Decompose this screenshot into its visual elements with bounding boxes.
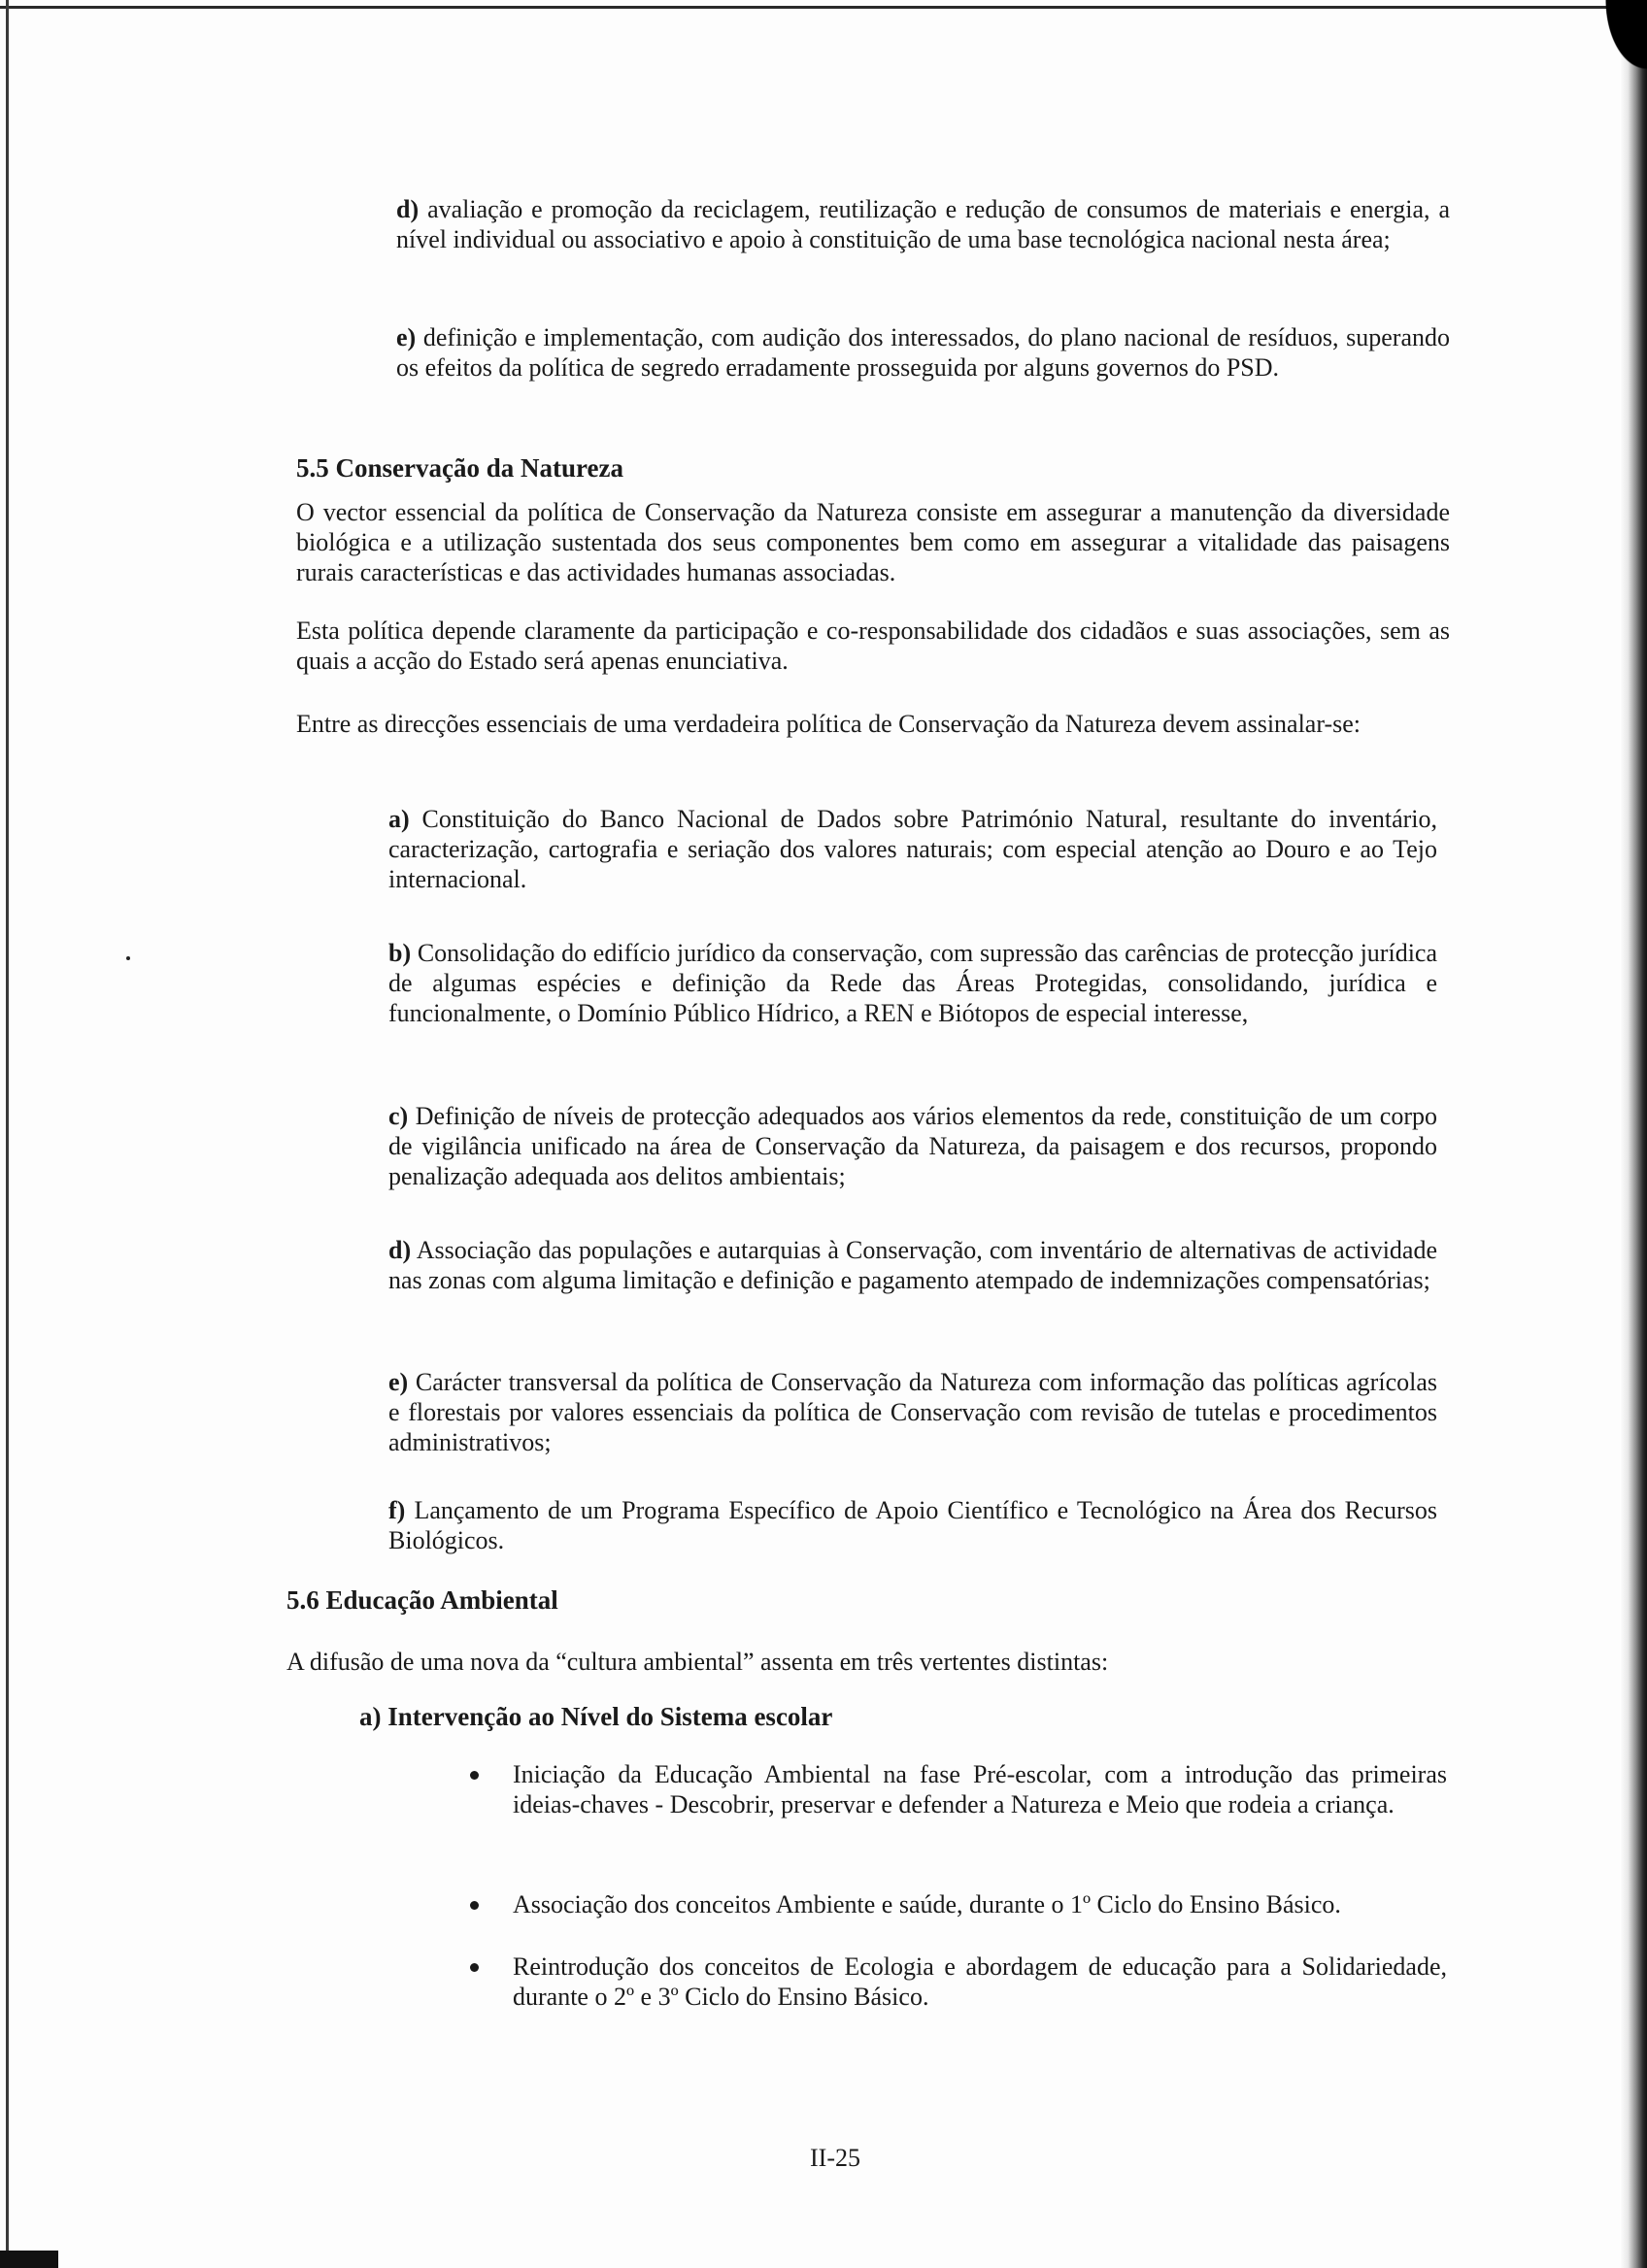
item-label: f)	[388, 1496, 406, 1524]
bullet-icon	[470, 1963, 479, 1972]
item-e-top	[396, 322, 1450, 383]
section-heading-5-5: 5.5 Conservação da Natureza	[296, 453, 623, 483]
item-d-top	[396, 194, 1450, 254]
bullet-icon	[470, 1901, 479, 1910]
item-text: Associação das populações e autarquias à Conservação, com inventário de alternativas de actividade nas zonas com alguma limitação e definição e pagamento atempado de indemnizações compensatórias;	[388, 1236, 1437, 1294]
item-label: d)	[396, 195, 420, 223]
paragraph: Esta política depende claramente da participação e co-responsabilidade dos cidadãos e suas associações, sem as quais a acção do Estado será apenas enunciativa.	[296, 617, 1450, 675]
list-item-f	[388, 1495, 1437, 1555]
item-label: e)	[388, 1368, 409, 1396]
item-label: d)	[388, 1236, 412, 1264]
paragraph: A difusão de uma nova da “cultura ambiental” assenta em três vertentes distintas:	[286, 1648, 1109, 1676]
list-item-b	[388, 938, 1437, 1028]
bullet-item	[513, 1889, 1447, 1919]
item-text: Consolidação do edifício jurídico da conservação, com supressão das carências de protecção jurídica de algumas espécies e definição da Rede das Áreas Protegidas, consolidando, jurídica e funcionalmente, o Domínio Público Hídrico, a REN e Biótopos de especial interesse,	[388, 939, 1437, 1027]
item-text: definição e implementação, com audição dos interessados, do plano nacional de resíduos, superando os efeitos da política de segredo erradamente prosseguida por alguns governos do PSD.	[396, 323, 1450, 382]
list-item-a	[388, 804, 1437, 894]
bullet-item	[513, 1951, 1447, 2012]
item-label: c)	[388, 1102, 409, 1130]
item-text: Definição de níveis de protecção adequados aos vários elementos da rede, constituição de um corpo de vigilância unificado na área de Conservação da Natureza, da paisagem e dos recursos, propondo penalização adequada aos delitos ambientais;	[388, 1102, 1437, 1190]
paragraph: O vector essencial da política de Conservação da Natureza consiste em assegurar a manutenção da diversidade biológica e a utilização sustentada dos seus componentes bem como em assegurar a vitalidade das paisagens rurais características e das actividades humanas associadas.	[296, 498, 1450, 586]
section-heading-5-6: 5.6 Educação Ambiental	[286, 1585, 558, 1615]
paragraph: Entre as direcções essenciais de uma verdadeira política de Conservação da Natureza devem assinalar-se:	[296, 710, 1361, 738]
item-text: Carácter transversal da política de Conservação da Natureza com informação das políticas agrícolas e florestais por valores essenciais da política de Conservação com revisão de tutelas e procedimentos administrativos;	[388, 1368, 1437, 1456]
item-text: Lançamento de um Programa Específico de Apoio Científico e Tecnológico na Área dos Recursos Biológicos.	[388, 1496, 1437, 1554]
item-label: e)	[396, 323, 417, 351]
list-item-e	[388, 1367, 1437, 1457]
list-item-d	[388, 1235, 1437, 1295]
list-item-c	[388, 1101, 1437, 1191]
bullet-text: Reintrodução dos conceitos de Ecologia e abordagem de educação para a Solidariedade, durante o 2º e 3º Ciclo do Ensino Básico.	[513, 1952, 1447, 2011]
item-text: Constituição do Banco Nacional de Dados sobre Património Natural, resultante do inventário, caracterização, cartografia e seriação dos valores naturais; com especial atenção ao Douro e ao Tejo internacional.	[388, 805, 1437, 893]
item-label: a)	[388, 805, 410, 833]
bullet-text: Associação dos conceitos Ambiente e saúde, durante o 1º Ciclo do Ensino Básico.	[513, 1890, 1341, 1918]
bullet-item	[513, 1759, 1447, 1819]
item-label: b)	[388, 939, 412, 967]
item-text: avaliação e promoção da reciclagem, reutilização e redução de consumos de materiais e energia, a nível individual ou associativo e apoio à constituição de uma base tecnológica nacional nesta área;	[396, 195, 1450, 253]
bullet-icon	[470, 1771, 479, 1780]
page-number: II-25	[810, 2144, 860, 2172]
bullet-text: Iniciação da Educação Ambiental na fase Pré-escolar, com a introdução das primeiras ideias-chaves - Descobrir, preservar e defender a Natureza e Meio que rodeia a criança.	[513, 1760, 1447, 1818]
subheading-school-system: a) Intervenção ao Nível do Sistema escolar	[359, 1702, 833, 1731]
